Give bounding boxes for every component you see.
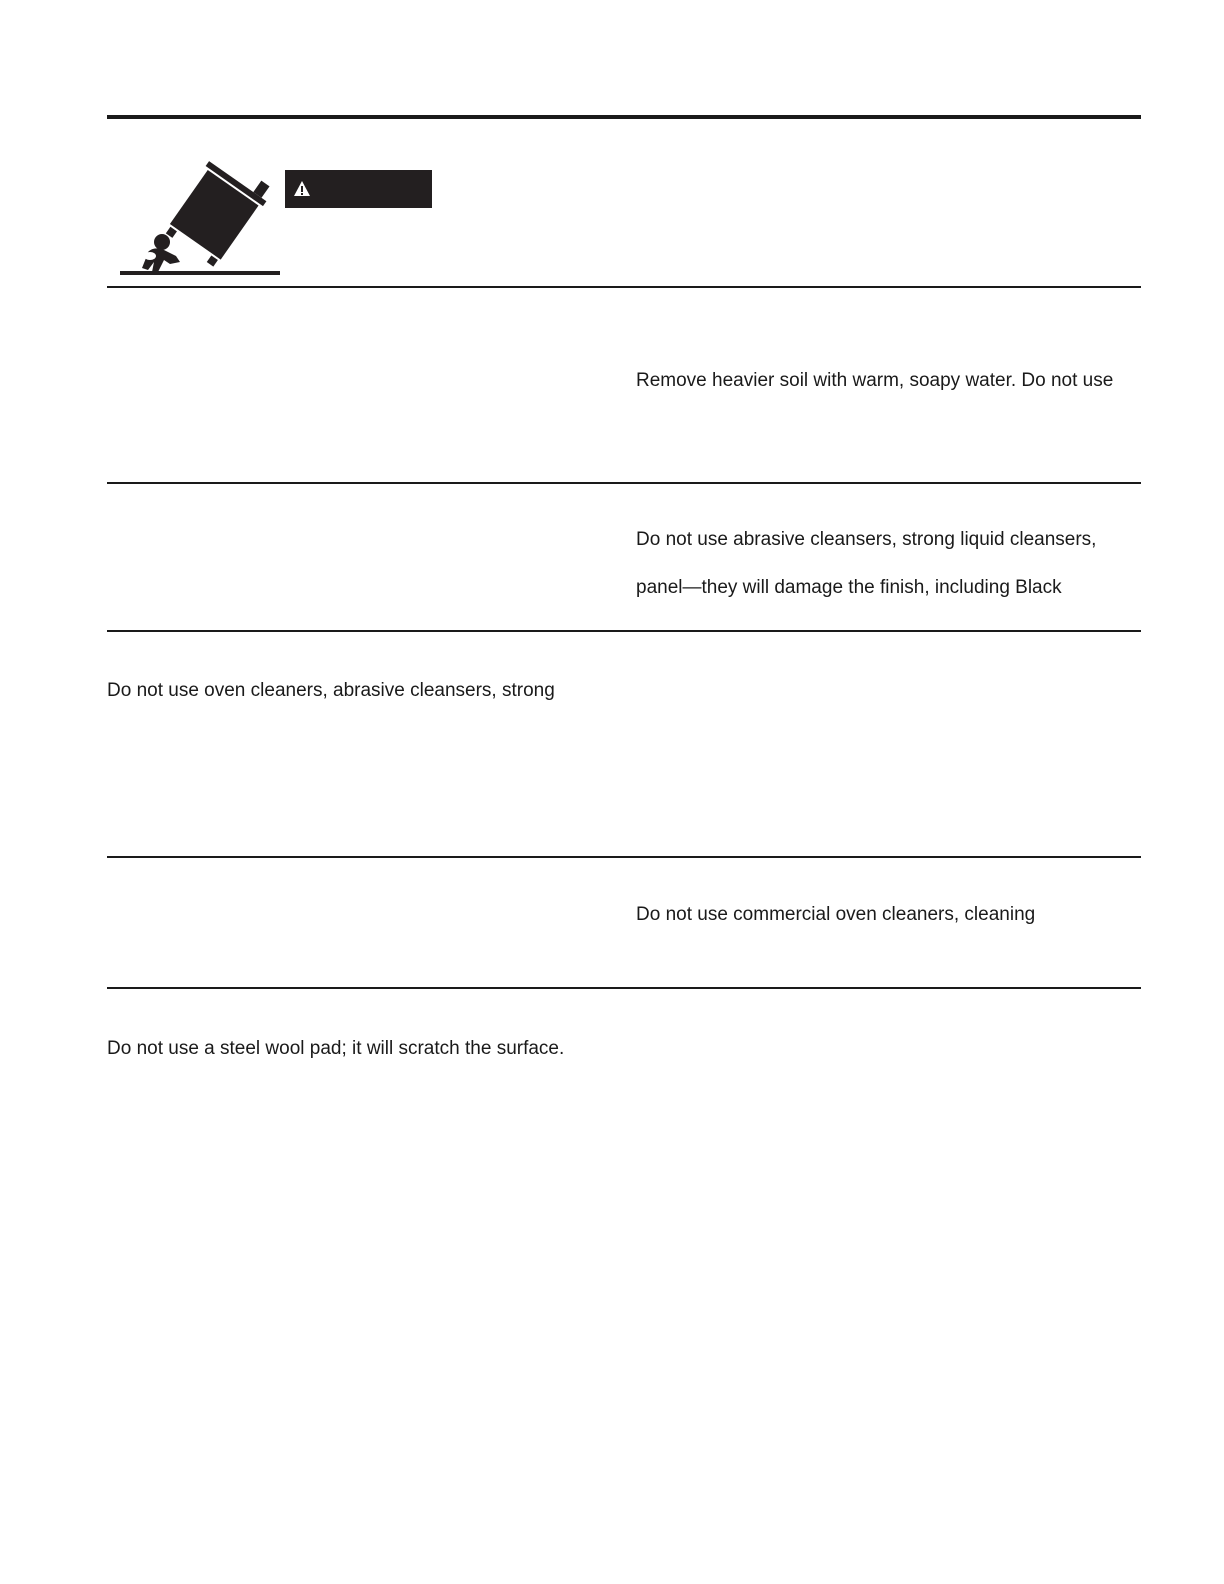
- warning-triangle-icon: [293, 180, 311, 198]
- section-divider: [107, 856, 1141, 858]
- section-2-line-1: Do not use abrasive cleansers, strong liquid cleansers,: [636, 529, 1097, 550]
- section-divider: [107, 286, 1141, 288]
- section-divider: [107, 482, 1141, 484]
- top-divider: [107, 115, 1141, 119]
- section-divider: [107, 630, 1141, 632]
- section-divider: [107, 987, 1141, 989]
- section-3-text: Do not use oven cleaners, abrasive cleansers, strong: [107, 680, 555, 701]
- section-1-text: Remove heavier soil with warm, soapy water. Do not use: [636, 370, 1114, 391]
- section-5-text: Do not use a steel wool pad; it will scratch the surface.: [107, 1038, 565, 1059]
- anti-tip-range-child-icon: [118, 160, 283, 283]
- warning-badge: [285, 170, 432, 208]
- section-4-text: Do not use commercial oven cleaners, cleaning: [636, 904, 1036, 925]
- section-2-line-2: panel—they will damage the finish, including Black: [636, 577, 1062, 598]
